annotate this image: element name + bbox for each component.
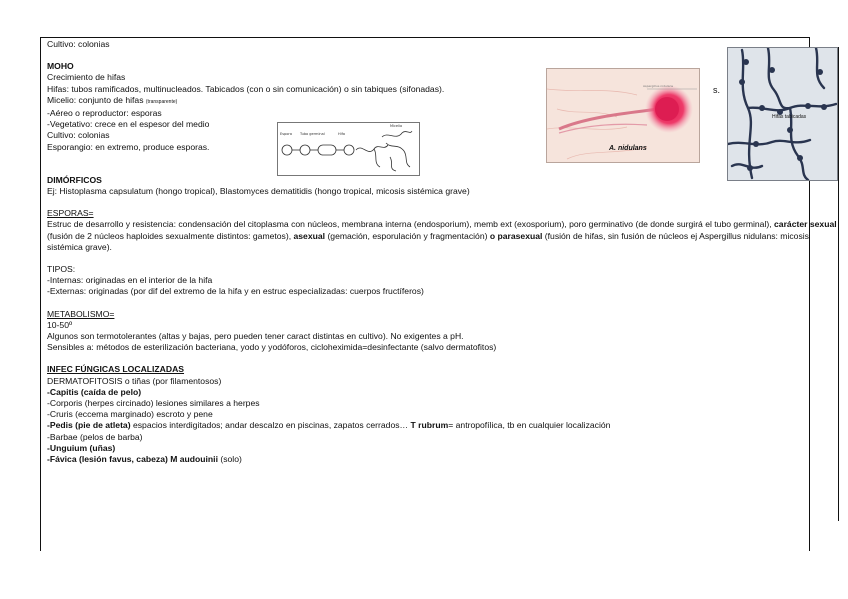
- text-line: -Capitis (caída de pelo): [47, 386, 142, 397]
- text-line: Ej: Histoplasma capsulatum (hongo tropical), Blastomyces dematitidis (hongo tropical, micosis sistémica grave): [47, 186, 470, 197]
- nidulans-caption: A. nidulans: [609, 145, 647, 152]
- text-line: TIPOS:: [47, 264, 76, 275]
- text-run: (fusión de hifas, sin fusión de núcleos ej Aspergillus nidulans: micosis sistémica grave).: [47, 230, 809, 252]
- aspergillus-nidulans-photo: [546, 68, 700, 163]
- bold-run: carácter sexual: [774, 219, 837, 230]
- section-heading-metabolismo: METABOLISMO=: [47, 308, 115, 319]
- text-run: (gemación, esporulación y fragmentación): [327, 230, 488, 241]
- text-line: Esporangio: en extremo, produce esporas.: [47, 141, 210, 152]
- paragraph-esporas: [47, 219, 840, 253]
- text-line: -Barbae (pelos de barba): [47, 431, 143, 442]
- page-border-left: [40, 37, 41, 551]
- section-heading-esporas: ESPORAS=: [47, 208, 94, 219]
- text-line: [47, 420, 837, 431]
- bold-run: asexual: [293, 230, 326, 241]
- section-heading-dimorficos: DIMÓRFICOS: [47, 174, 102, 185]
- text-line: Crecimiento de hifas: [47, 72, 126, 83]
- text-run: (solo): [220, 454, 242, 465]
- text-line: Algunos son termotolerantes (altas y bajas, pero pueden tener caract distintas en cultivo). No exigentes a pH.: [47, 331, 464, 342]
- text-line: -Aéreo o reproductor: esporas: [47, 108, 162, 119]
- bold-run: o parasexual: [489, 230, 543, 241]
- text-line: -Unguium (uñas): [47, 442, 116, 453]
- text-line: Cultivo: colonias: [47, 39, 110, 49]
- bold-run: -Fávica (lesión favus, cabeza) M audouinii: [47, 454, 218, 465]
- svg-text:Hifa: Hifa: [338, 132, 345, 136]
- septate-hyphae-photo: [727, 47, 838, 181]
- svg-text:Micelio: Micelio: [390, 124, 403, 128]
- text-line: -Cruris (eccema marginado) escroto y pene: [47, 409, 213, 420]
- section-heading-moho: MOHO: [47, 61, 74, 72]
- text-line: -Vegetativo: crece en el espesor del medio: [47, 119, 210, 130]
- text-line: Hifas: tubos ramificados, multinucleados. Tabicados (con o sin comunicación) o sin tabiques (sifonadas).: [47, 83, 445, 94]
- hifas-caption: Hifas tabicadas: [772, 114, 807, 120]
- hyphae-diagram: [277, 122, 420, 176]
- text-line: 10-50º: [47, 319, 73, 330]
- text-line: [47, 454, 837, 465]
- section-heading-infecciones: INFEC FÚNGICAS LOCALIZADAS: [47, 364, 185, 375]
- text-run: = antropofílica, tb en cualquier localización: [448, 420, 611, 431]
- svg-text:Espora: Espora: [280, 132, 292, 136]
- text-line: DERMATOFITOSIS o tiñas (por filamentosos): [47, 375, 222, 386]
- text-run: espacios interdigitados; andar descalzo en piscinas, zapatos cerrados…: [132, 420, 409, 431]
- text-line: -Internas: originadas en el interior de la hifa: [47, 275, 213, 286]
- page-border-top: [40, 37, 810, 38]
- stray-text: s.: [713, 85, 721, 95]
- text-line: Sensibles a: métodos de esterilización bacteriana, yodo y yodóforos, cicloheximida=desinfectante (salvo dermatofitos): [47, 342, 497, 353]
- text-line: -Externas: originadas (por dif del extremo de la hifa y en estruc especializadas: cuerpos fructíferos): [47, 286, 424, 297]
- bold-run: -Pedis (pie de atleta): [47, 420, 131, 431]
- text-run: Estruc de desarrollo y resistencia: condensación del citoplasma con núcleos, membrana interna (endosporium), memb ext (exosporium), poro germinativo (de donde surgirá el tubo germinal),: [47, 219, 772, 230]
- bold-run: T rubrum: [410, 420, 449, 431]
- text-run: Micelio: conjunto de hifas: [47, 94, 144, 105]
- small-note: (transparente): [145, 98, 178, 105]
- image-border-right: [838, 47, 839, 521]
- text-run: (fusión de 2 núcleos haploides sexualmente distintos: gametos),: [47, 230, 292, 241]
- text-line: [47, 95, 837, 108]
- nidulans-label-small: Aspergillus nidulans: [643, 84, 674, 88]
- text-line: Cultivo: colonias: [47, 130, 110, 141]
- svg-text:Tubo germinal: Tubo germinal: [300, 132, 325, 136]
- document-body: [47, 39, 837, 465]
- text-line: -Corporis (herpes circinado) lesiones similares a herpes: [47, 398, 260, 409]
